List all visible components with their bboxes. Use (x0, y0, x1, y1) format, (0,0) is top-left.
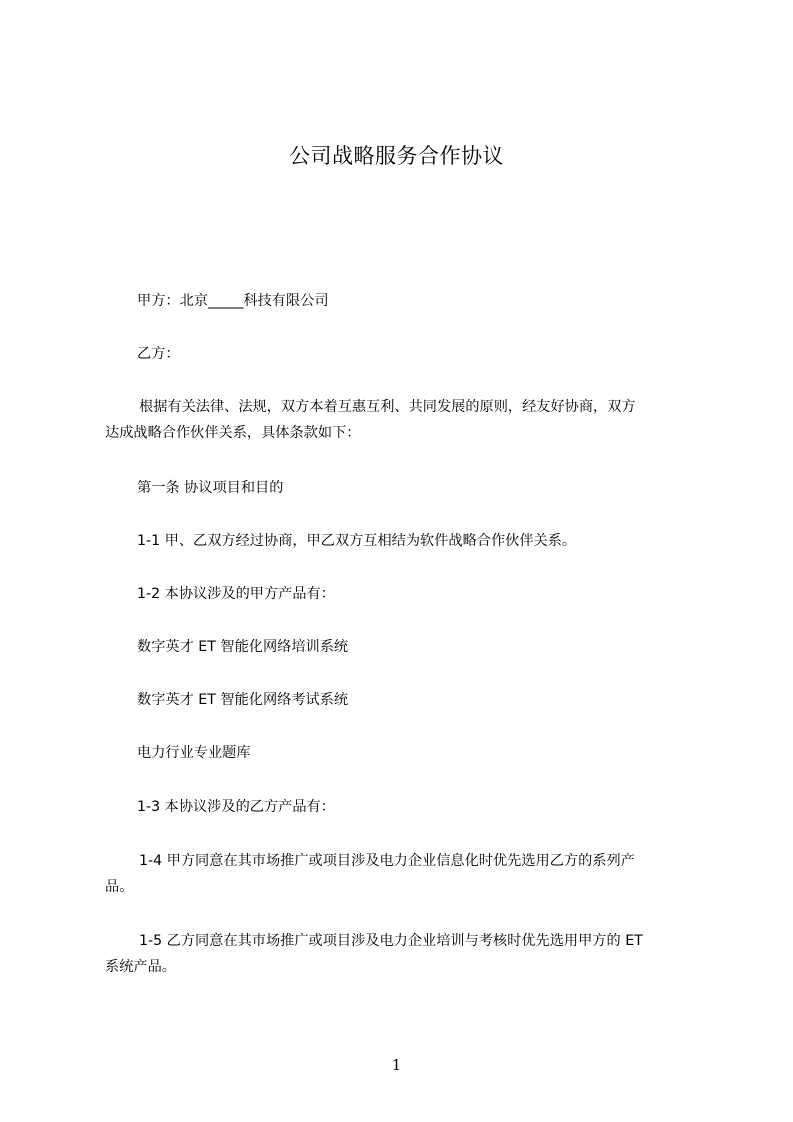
page-number: 1 (391, 1056, 402, 1074)
party-a-product-3: 电力行业专业题库 (137, 745, 251, 761)
clause-1-1: 1-1 甲、乙双方经过协商，甲乙双方互相结为软件战略合作伙伴关系。 (137, 533, 577, 549)
clause-1-4 (105, 848, 705, 900)
clause-1-2: 1-2 本协议涉及的甲方产品有： (137, 586, 335, 602)
clause-1-4-line-1: 1-4 甲方同意在其市场推广或项目涉及电力企业信息化时优先选用乙方的系列产 (139, 853, 635, 869)
clause-1-5 (105, 928, 705, 980)
article-1-heading: 第一条 协议项目和目的 (137, 480, 284, 496)
clause-1-5-line-2: 系统产品。 (105, 959, 176, 975)
clause-1-5-line-1: 1-5 乙方同意在其市场推广或项目涉及电力企业培训与考核时优先选用甲方的 ET (139, 933, 643, 949)
party-b-line: 乙方： (137, 346, 180, 362)
intro-paragraph (105, 394, 705, 446)
party-a-product-1: 数字英才 ET 智能化网络培训系统 (137, 639, 349, 655)
intro-line-2: 达成战略合作伙伴关系，具体条款如下： (105, 425, 361, 441)
document-title: 公司战略服务合作协议 (289, 144, 504, 168)
clause-1-3: 1-3 本协议涉及的乙方产品有： (137, 799, 335, 815)
party-a-line: 甲方：北京_____科技有限公司 (137, 293, 329, 309)
clause-1-4-line-2: 品。 (105, 879, 134, 895)
party-a-product-2: 数字英才 ET 智能化网络考试系统 (137, 692, 349, 708)
intro-line-1: 根据有关法律、法规，双方本着互惠互利、共同发展的原则，经友好协商，双方 (139, 399, 636, 415)
